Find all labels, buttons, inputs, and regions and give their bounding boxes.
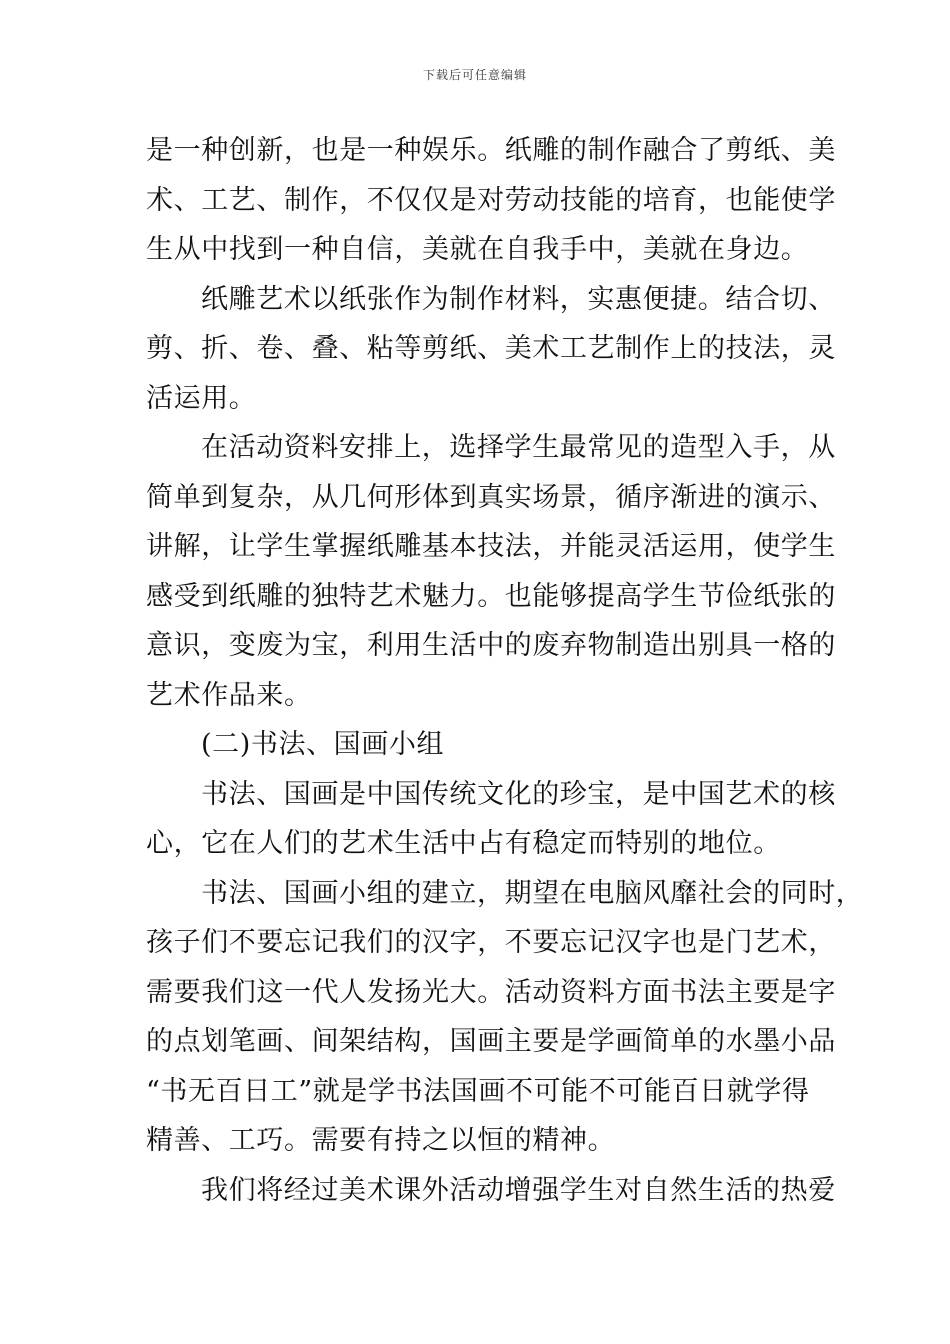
- text-line: 心，它在人们的艺术生活中占有稳定而特别的地位。: [146, 828, 781, 859]
- text-line: 意识，变废为宝，利用生活中的废弃物制造出别具一格的: [146, 630, 836, 661]
- page-header: 下载后可任意编辑: [422, 68, 527, 82]
- text-line: 术、工艺、制作，不仅仅是对劳动技能的培育，也能使学: [146, 184, 836, 216]
- text-line: “书无百日工”就是学书法国画不可能不可能百日就学得: [146, 1075, 810, 1107]
- text-line: 需要我们这一代人发扬光大。活动资料方面书法主要是字: [146, 976, 836, 1008]
- text-line: 生从中找到一种自信，美就在自我手中，美就在身边。: [146, 234, 809, 265]
- text-line: 精善、工巧。需要有持之以恒的精神。: [146, 1125, 616, 1156]
- text-line: 感受到纸雕的独特艺术魅力。也能够提高学生节俭纸张的: [146, 580, 836, 612]
- paragraph-start-line: 书法、国画是中国传统文化的珍宝，是中国艺术的核: [201, 778, 836, 810]
- text-line: 剪、折、卷、叠、粘等剪纸、美术工艺制作上的技法，灵: [146, 333, 836, 364]
- text-line: 活运用。: [146, 382, 257, 414]
- text-line: 简单到复杂，从几何形体到真实场景，循序渐进的演示、: [146, 481, 836, 513]
- text-line: 艺术作品来。: [146, 679, 312, 711]
- document-body: [146, 126, 864, 1215]
- text-line: 是一种创新，也是一种娱乐。纸雕的制作融合了剪纸、美: [146, 135, 836, 166]
- text-line: 的点划笔画、间架结构，国画主要是学画简单的水墨小品: [146, 1026, 836, 1057]
- text-line: 孩子们不要忘记我们的汉字，不要忘记汉字也是门艺术，: [146, 927, 836, 958]
- paragraph-start-line: 我们将经过美术课外活动增强学生对自然生活的热爱: [201, 1174, 836, 1206]
- paragraph-start-line: 纸雕艺术以纸张作为制作材料，实惠便捷。结合切、: [201, 283, 836, 315]
- section-heading: (二)书法、国画小组: [201, 729, 445, 760]
- paragraph-start-line: 在活动资料安排上，选择学生最常见的造型入手，从: [201, 432, 836, 463]
- paragraph-start-line: 书法、国画小组的建立，期望在电脑风靡社会的同时，: [201, 877, 864, 909]
- text-line: 讲解，让学生掌握纸雕基本技法，并能灵活运用，使学生: [146, 531, 836, 562]
